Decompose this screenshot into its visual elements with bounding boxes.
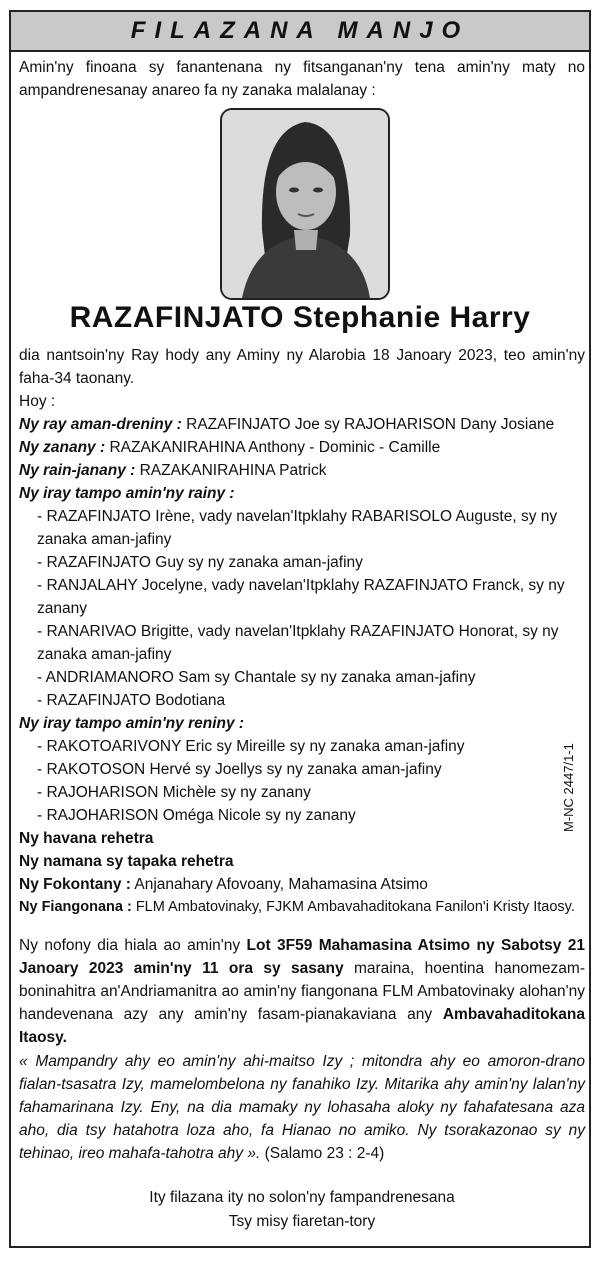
father-siblings-heading: Ny iray tampo amin'ny rainy : bbox=[19, 485, 235, 502]
father-sibling-item: - RAZAFINJATO Bodotiana bbox=[37, 692, 226, 709]
fokontany-line: Ny Fokontany : Anjanahary Afovoany, Mahamasina Atsimo bbox=[19, 876, 428, 893]
hoy-label: Hoy : bbox=[19, 393, 56, 410]
mother-sibling-item: - RAKOTOARIVONY Eric sy Mireille sy ny zanaka aman-jafiny bbox=[37, 738, 465, 755]
mother-sibling-item: - RAJOHARISON Oméga Nicole sy ny zanany bbox=[37, 807, 356, 824]
father-sibling-item: - RAZAFINJATO Irène, vady navelan'Itpklahy RABARISOLO Auguste, sy ny zanaka aman-jafiny bbox=[37, 508, 558, 548]
father-sibling-item: - RAZAFINJATO Guy sy ny zanaka aman-jafiny bbox=[37, 554, 363, 571]
father-sibling-item: - ANDRIAMANORO Sam sy Chantale sy ny zanaka aman-jafiny bbox=[37, 669, 476, 686]
family-list bbox=[19, 413, 585, 919]
family-line-children: Ny zanany : RAZAKANIRAHINA Anthony - Dominic - Camille bbox=[19, 439, 441, 456]
fiangonana-line: Ny Fiangonana : FLM Ambatovinaky, FJKM Ambavahaditokana Fanilon'i Kristy Itaosy. bbox=[19, 899, 575, 915]
intro-text: Amin'ny finoana sy fanantenana ny fitsanganan'ny tena amin'ny maty no ampandrenesanay anareo fa ny zanaka malalanay : bbox=[19, 59, 585, 99]
relatives-line: Ny havana rehetra bbox=[19, 830, 154, 847]
reference-code: M-NC 2447/1-1 bbox=[561, 743, 576, 832]
footer-note-1: Ity filazana ity no solon'ny fampandrenesana bbox=[149, 1189, 455, 1206]
mother-sibling-item: - RAKOTOSON Hervé sy Joellys sy ny zanaka aman-jafiny bbox=[37, 761, 442, 778]
burial-paragraph: Ny nofony dia hiala ao amin'ny Lot 3F59 Mahamasina Atsimo ny Sabotsy 21 Janoary 2023 amin'ny 11 ora sy sasany maraina, hoentina hanomezam-boninahitra an'Andriamanitra ao amin'ny fiangonana FLM Ambatovinaky alohan'ny handevenana azy any amin'ny fasam-pianakaviana any Ambavahaditokana Itaosy. bbox=[19, 937, 585, 1046]
portrait-image bbox=[222, 110, 388, 298]
mother-siblings-heading: Ny iray tampo amin'ny reniny : bbox=[19, 715, 245, 732]
deceased-name: RAZAFINJATO Stephanie Harry bbox=[69, 301, 531, 334]
footer-note-2: Tsy misy fiaretan-tory bbox=[228, 1213, 376, 1230]
death-announcement: dia nantsoin'ny Ray hody any Aminy ny Alarobia 18 Janoary 2023, teo amin'ny faha-34 taonany. bbox=[19, 347, 585, 387]
mother-sibling-item: - RAJOHARISON Michèle sy ny zanany bbox=[37, 784, 311, 801]
father-sibling-item: - RANARIVAO Brigitte, vady navelan'Itpklahy RAZAFINJATO Honorat, sy ny zanaka aman-jafiny bbox=[37, 623, 559, 663]
scripture-quote: « Mampandry ahy eo amin'ny ahi-maitso Izy ; mitondra ahy eo amoron-drano fialan-tsasatra Izy, mamelombelona ny fanahiko Izy. Mitarika ahy amin'ny lalan'ny fahamarinana Izy. Eny, na dia mamaky ny lohasaha aloky ny fahafatesana aza aho, dia tsy hatahotra loza aho, fa Hianao no amiko. Ny tsorakazonao sy ny tehinao, ireo mahafa-tahotra ahy ». (Salamo 23 : 2-4) bbox=[19, 1053, 585, 1162]
portrait-photo bbox=[220, 108, 390, 300]
father-sibling-item: - RANJALAHY Jocelyne, vady navelan'Itpklahy RAZAFINJATO Franck, sy ny zanany bbox=[37, 577, 565, 617]
obituary-notice bbox=[9, 10, 591, 1248]
family-line-parents: Ny ray aman-dreniny : RAZAFINJATO Joe sy RAJOHARISON Dany Josiane bbox=[19, 416, 555, 433]
friends-line: Ny namana sy tapaka rehetra bbox=[19, 853, 234, 870]
notice-header: FILAZANA MANJO bbox=[11, 12, 589, 52]
family-line-father-of-children: Ny rain-janany : RAZAKANIRAHINA Patrick bbox=[19, 462, 327, 479]
